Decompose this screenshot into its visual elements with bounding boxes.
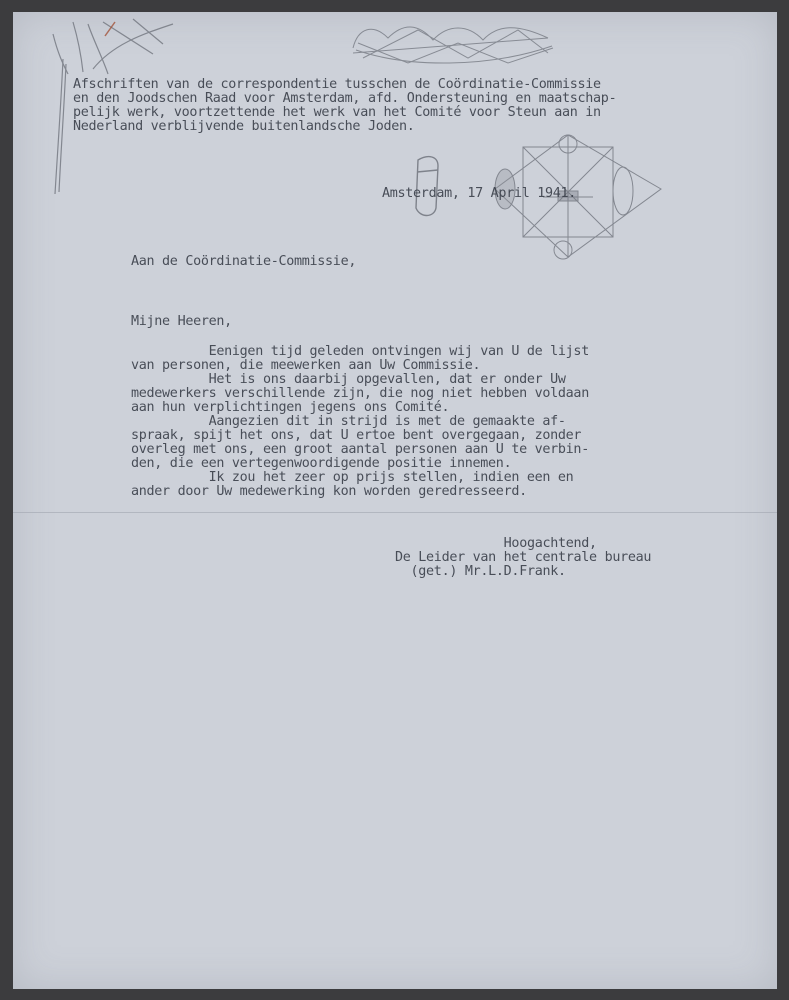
header-line: pelijk werk, voortzettende het werk van het Comité voor Steun aan in bbox=[73, 105, 601, 120]
body-line: medewerkers verschillende zijn, die nog niet hebben voldaan bbox=[131, 386, 589, 401]
dateline: Amsterdam, 17 April 1941. bbox=[382, 186, 577, 201]
salutation: Mijne Heeren, bbox=[131, 314, 232, 329]
body-line: ander door Uw medewerking kon worden geredresseerd. bbox=[131, 484, 527, 499]
recipient-line: Aan de Coördinatie-Commissie, bbox=[131, 254, 357, 269]
body-line: overleg met ons, een groot aantal personen aan U te verbin- bbox=[131, 442, 589, 457]
header-line: en den Joodschen Raad voor Amsterdam, afd. Ondersteuning en maatschap- bbox=[73, 91, 617, 106]
pencil-scribble-top-center bbox=[348, 18, 558, 68]
document-header bbox=[73, 78, 616, 134]
body-line: spraak, spijt het ons, dat U ertoe bent overgegaan, zonder bbox=[131, 428, 582, 443]
body-line: aan hun verplichtingen jegens ons Comité. bbox=[131, 400, 450, 415]
closing-signature bbox=[395, 537, 651, 579]
body-line: van personen, die meewerken aan Uw Commissie. bbox=[131, 358, 481, 373]
document-page bbox=[13, 12, 777, 989]
body-line: Het is ons daarbij opgevallen, dat er onder Uw bbox=[131, 372, 566, 387]
header-line: Afschriften van de correspondentie tusschen de Coördinatie-Commissie bbox=[73, 77, 601, 92]
closing-line: De Leider van het centrale bureau bbox=[395, 550, 652, 565]
body-line: Ik zou het zeer op prijs stellen, indien een en bbox=[131, 470, 574, 485]
fold-line bbox=[13, 512, 777, 513]
letter-body bbox=[131, 345, 589, 499]
body-line: den, die een vertegenwoordigende positie innemen. bbox=[131, 456, 512, 471]
header-line: Nederland verblijvende buitenlandsche Joden. bbox=[73, 119, 415, 134]
closing-line: Hoogachtend, bbox=[395, 536, 597, 551]
body-line: Eenigen tijd geleden ontvingen wij van U de lijst bbox=[131, 344, 589, 359]
body-line: Aangezien dit in strijd is met de gemaakte af- bbox=[131, 414, 566, 429]
closing-line: (get.) Mr.L.D.Frank. bbox=[395, 564, 566, 579]
